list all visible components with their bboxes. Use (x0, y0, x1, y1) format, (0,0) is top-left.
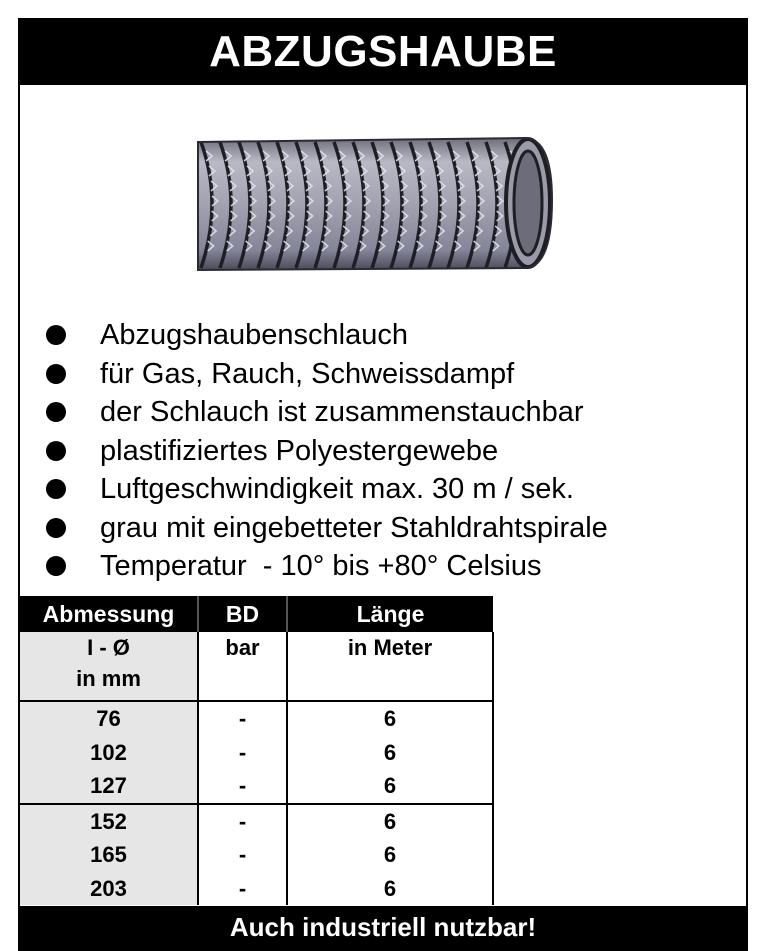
table-cell: - (238, 842, 247, 867)
feature-item: Temperatur - 10° bis +80° Celsius (38, 547, 608, 586)
feature-item: Abzugshaubenschlauch (38, 316, 608, 355)
table-cell: - (238, 739, 247, 765)
table-cell: 6 (383, 808, 397, 834)
table-cell: 165 (90, 842, 127, 867)
table-cell: - (238, 773, 247, 798)
length-cell (287, 804, 493, 906)
table-cell: 152 (90, 808, 127, 834)
bullet-icon (46, 479, 66, 499)
table-cell: 6 (383, 875, 397, 901)
table-header-row (20, 596, 493, 632)
bd-cell (198, 804, 287, 906)
subheader-dimension: I - Ø in mm (20, 632, 198, 701)
table-cell: - (238, 875, 247, 901)
bullet-icon (46, 556, 66, 576)
table-cell: 6 (383, 739, 397, 765)
hose-image (196, 128, 556, 278)
header-abmessung: Abmessung (20, 596, 198, 632)
table-cell: - (238, 808, 247, 834)
footer-banner: Auch industriell nutzbar! (18, 906, 748, 951)
header-bd: BD (198, 596, 287, 632)
table-cell: 127 (90, 773, 127, 798)
feature-item: Luftgeschwindigkeit max. 30 m / sek. (38, 470, 608, 509)
bullet-icon (46, 441, 66, 461)
bullet-icon (46, 402, 66, 422)
table-cell: 76 (96, 706, 121, 731)
subheader-meter: in Meter (287, 632, 493, 701)
dimension-cell (20, 804, 198, 906)
table-cell: 102 (90, 739, 127, 765)
table-cell: - (238, 706, 247, 731)
feature-item: plastifiziertes Polyestergewebe (38, 432, 608, 471)
spec-table (20, 596, 494, 905)
bd-cell (198, 701, 287, 804)
feature-list (38, 316, 608, 586)
feature-item: grau mit eingebetteter Stahldrahtspirale (38, 509, 608, 548)
bullet-icon (46, 518, 66, 538)
header-laenge: Länge (287, 596, 493, 632)
feature-item: für Gas, Rauch, Schweissdampf (38, 355, 608, 394)
bullet-icon (46, 364, 66, 384)
table-row-group (20, 701, 493, 804)
table-subheader-row (20, 632, 493, 701)
page-title: ABZUGSHAUBE (18, 18, 748, 85)
bullet-icon (46, 325, 66, 345)
table-cell: 6 (383, 706, 397, 731)
table-row-group (20, 804, 493, 906)
feature-item: der Schlauch ist zusammenstauchbar (38, 393, 608, 432)
dimension-cell (20, 701, 198, 804)
table-cell: 6 (383, 773, 397, 798)
table-cell: 203 (90, 875, 127, 901)
subheader-bar: bar (198, 632, 287, 701)
length-cell (287, 701, 493, 804)
table-cell: 6 (383, 842, 397, 867)
